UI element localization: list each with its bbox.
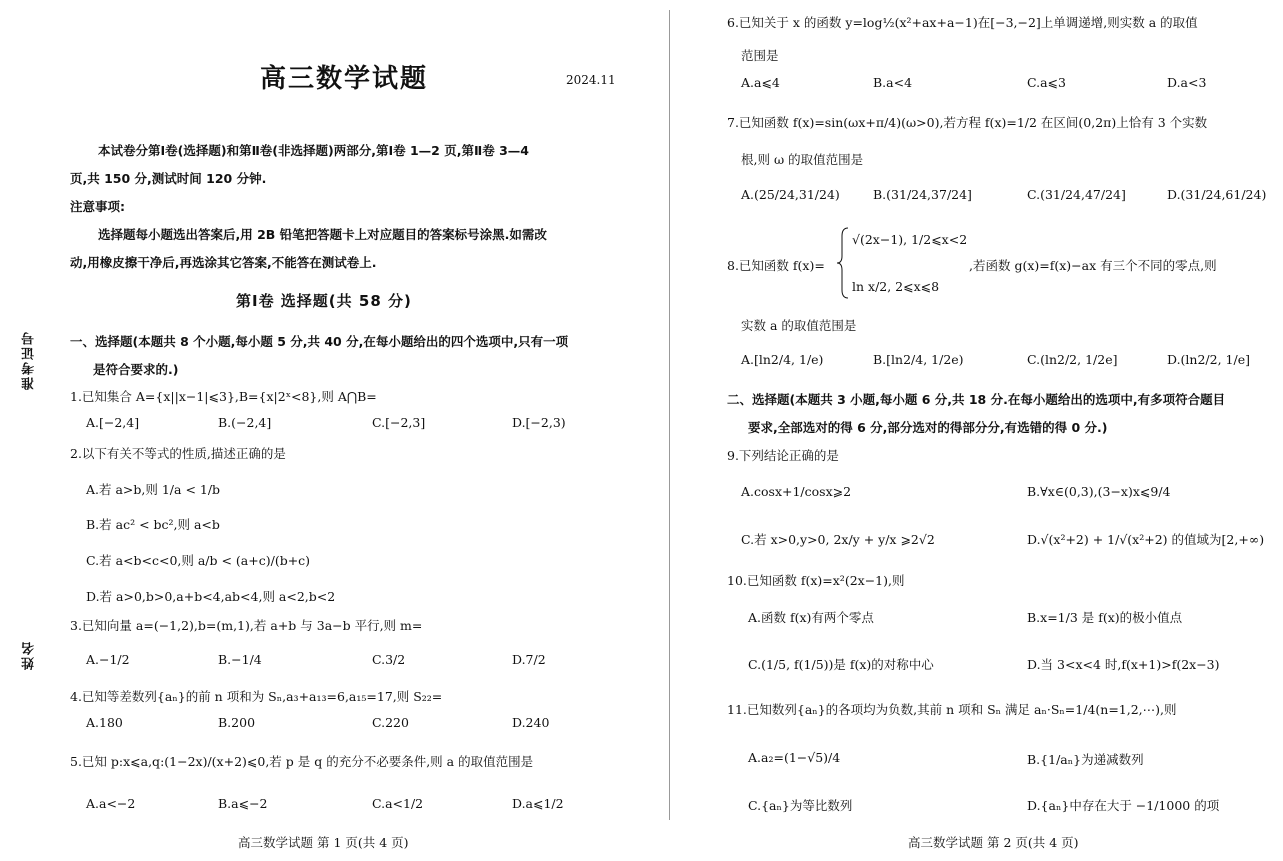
q6-option-b: B.a<4 — [873, 75, 913, 90]
notice-line-1: 选择题每小题选出答案后,用 2B 铅笔把答题卡上对应题目的答案标号涂黑.如需改 — [98, 227, 547, 242]
q7-option-d: D.(31/24,61/24) — [1167, 187, 1267, 202]
intro-line-2: 页,共 150 分,测试时间 120 分钟. — [70, 171, 267, 186]
q9-option-d: D.√(x²+2) + 1/√(x²+2) 的值域为[2,+∞) — [1027, 532, 1265, 547]
q4-option-b: B.200 — [218, 715, 256, 730]
right-footer: 高三数学试题 第 2 页(共 4 页) — [908, 835, 1079, 850]
left-footer: 高三数学试题 第 1 页(共 4 页) — [238, 835, 409, 850]
notice-label: 注意事项: — [70, 199, 125, 214]
q9-option-c: C.若 x>0,y>0, 2x/y + y/x ⩾2√2 — [741, 532, 935, 547]
question-5: 5.已知 p:x⩽a,q:(1−2x)/(x+2)⩽0,若 p 是 q 的充分不必要条件,则 a 的取值范围是 — [70, 754, 534, 769]
q8-option-b: B.[ln2/4, 1/2e) — [873, 352, 964, 367]
q11-option-d: D.{aₙ}中存在大于 −1/1000 的项 — [1027, 798, 1220, 813]
question-6-line-2: 范围是 — [741, 48, 779, 63]
question-1: 1.已知集合 A={x||x−1|⩽3},B={x|2ˣ<8},则 A⋂B= — [70, 389, 377, 404]
q11-option-b: B.{1/aₙ}为递减数列 — [1027, 752, 1144, 767]
q1-option-b: B.(−2,4] — [218, 415, 272, 430]
q2-option-a: A.若 a>b,则 1/a < 1/b — [86, 482, 221, 497]
exam-date: 2024.11 — [566, 73, 616, 87]
part2-heading-line-2: 要求,全部选对的得 6 分,部分选对的得部分分,有选错的得 0 分.) — [748, 420, 1108, 435]
q11-option-a: A.a₂=(1−√5)/4 — [748, 750, 841, 765]
q8-piecewise-brace — [836, 226, 850, 300]
q10-option-d: D.当 3<x<4 时,f(x+1)>f(2x−3) — [1027, 657, 1220, 672]
q7-option-c: C.(31/24,47/24] — [1027, 187, 1126, 202]
q8-option-a: A.[ln2/4, 1/e) — [741, 352, 824, 367]
question-2: 2.以下有关不等式的性质,描述正确的是 — [70, 446, 286, 461]
intro-line-1: 本试卷分第Ⅰ卷(选择题)和第Ⅱ卷(非选择题)两部分,第Ⅰ卷 1—2 页,第Ⅱ卷 3—4 — [98, 143, 529, 158]
question-6-line-1: 6.已知关于 x 的函数 y=log½(x²+ax+a−1)在[−3,−2]上单调递增,则实数 a 的取值 — [727, 15, 1198, 30]
q9-option-a: A.cosx+1/cosx⩾2 — [741, 484, 852, 499]
q6-option-d: D.a<3 — [1167, 75, 1207, 90]
q8-option-c: C.(ln2/2, 1/2e] — [1027, 352, 1118, 367]
notice-line-2: 动,用橡皮擦干净后,再选涂其它答案,不能答在测试卷上. — [70, 255, 377, 270]
question-7-line-2: 根,则 ω 的取值范围是 — [741, 152, 864, 167]
q6-option-a: A.a⩽4 — [741, 75, 780, 90]
exam-id-label: 准考证号 — [22, 330, 37, 390]
part1-heading-line-2: 是符合要求的.) — [93, 362, 179, 377]
exam-title: 高三数学试题 — [260, 64, 429, 94]
question-8-tail: ,若函数 g(x)=f(x)−ax 有三个不同的零点,则 — [969, 258, 1217, 273]
q11-option-c: C.{aₙ}为等比数列 — [748, 798, 853, 813]
q4-option-d: D.240 — [512, 715, 550, 730]
q1-option-d: D.[−2,3) — [512, 415, 566, 430]
question-8-lead: 8.已知函数 f(x)= — [727, 258, 825, 273]
question-8-line-2: 实数 a 的取值范围是 — [741, 318, 857, 333]
q5-option-c: C.a<1/2 — [372, 796, 424, 811]
question-9: 9.下列结论正确的是 — [727, 448, 839, 463]
question-7-line-1: 7.已知函数 f(x)=sin(ωx+π/4)(ω>0),若方程 f(x)=1/2 在区间(0,2π)上恰有 3 个实数 — [727, 115, 1208, 130]
q10-option-c: C.(1/5, f(1/5))是 f(x)的对称中心 — [748, 657, 934, 672]
q10-option-a: A.函数 f(x)有两个零点 — [748, 610, 874, 625]
part2-heading-line-1: 二、选择题(本题共 3 小题,每小题 6 分,共 18 分.在每小题给出的选项中,有多项符合题目 — [727, 392, 1226, 407]
q6-option-c: C.a⩽3 — [1027, 75, 1066, 90]
q5-option-b: B.a⩽−2 — [218, 796, 268, 811]
question-8-case-1: √(2x−1), 1/2⩽x<2 — [852, 232, 968, 247]
section-title: 第Ⅰ卷 选择题(共 58 分) — [236, 292, 412, 310]
q5-option-d: D.a⩽1/2 — [512, 796, 564, 811]
q5-option-a: A.a<−2 — [86, 796, 136, 811]
q2-option-d: D.若 a>0,b>0,a+b<4,ab<4,则 a<2,b<2 — [86, 589, 336, 604]
name-label: 姓名 — [22, 640, 37, 670]
question-8-case-2: ln x/2, 2⩽x⩽8 — [852, 279, 940, 294]
question-4: 4.已知等差数列{aₙ}的前 n 项和为 Sₙ,a₃+a₁₃=6,a₁₅=17,则 S₂₂= — [70, 689, 443, 704]
q7-option-b: B.(31/24,37/24] — [873, 187, 972, 202]
question-10: 10.已知函数 f(x)=x²(2x−1),则 — [727, 573, 905, 588]
q7-option-a: A.(25/24,31/24) — [741, 187, 840, 202]
q4-option-c: C.220 — [372, 715, 409, 730]
q2-option-c: C.若 a<b<c<0,则 a/b < (a+c)/(b+c) — [86, 553, 311, 568]
part1-heading-line-1: 一、选择题(本题共 8 个小题,每小题 5 分,共 40 分,在每小题给出的四个选项中,只有一项 — [70, 334, 569, 349]
q8-option-d: D.(ln2/2, 1/e] — [1167, 352, 1250, 367]
q4-option-a: A.180 — [86, 715, 123, 730]
q1-option-a: A.[−2,4] — [86, 415, 140, 430]
page-divider — [669, 10, 670, 820]
question-3: 3.已知向量 a=(−1,2),b=(m,1),若 a+b 与 3a−b 平行,则 m= — [70, 618, 423, 633]
q3-option-c: C.3/2 — [372, 652, 406, 667]
q3-option-a: A.−1/2 — [86, 652, 130, 667]
q9-option-b: B.∀x∈(0,3),(3−x)x⩽9/4 — [1027, 484, 1171, 499]
q2-option-b: B.若 ac² < bc²,则 a<b — [86, 517, 220, 532]
q10-option-b: B.x=1/3 是 f(x)的极小值点 — [1027, 610, 1183, 625]
q3-option-d: D.7/2 — [512, 652, 546, 667]
q3-option-b: B.−1/4 — [218, 652, 262, 667]
q1-option-c: C.[−2,3] — [372, 415, 426, 430]
question-11: 11.已知数列{aₙ}的各项均为负数,其前 n 项和 Sₙ 满足 aₙ·Sₙ=1/4(n=1,2,⋯),则 — [727, 702, 1177, 717]
